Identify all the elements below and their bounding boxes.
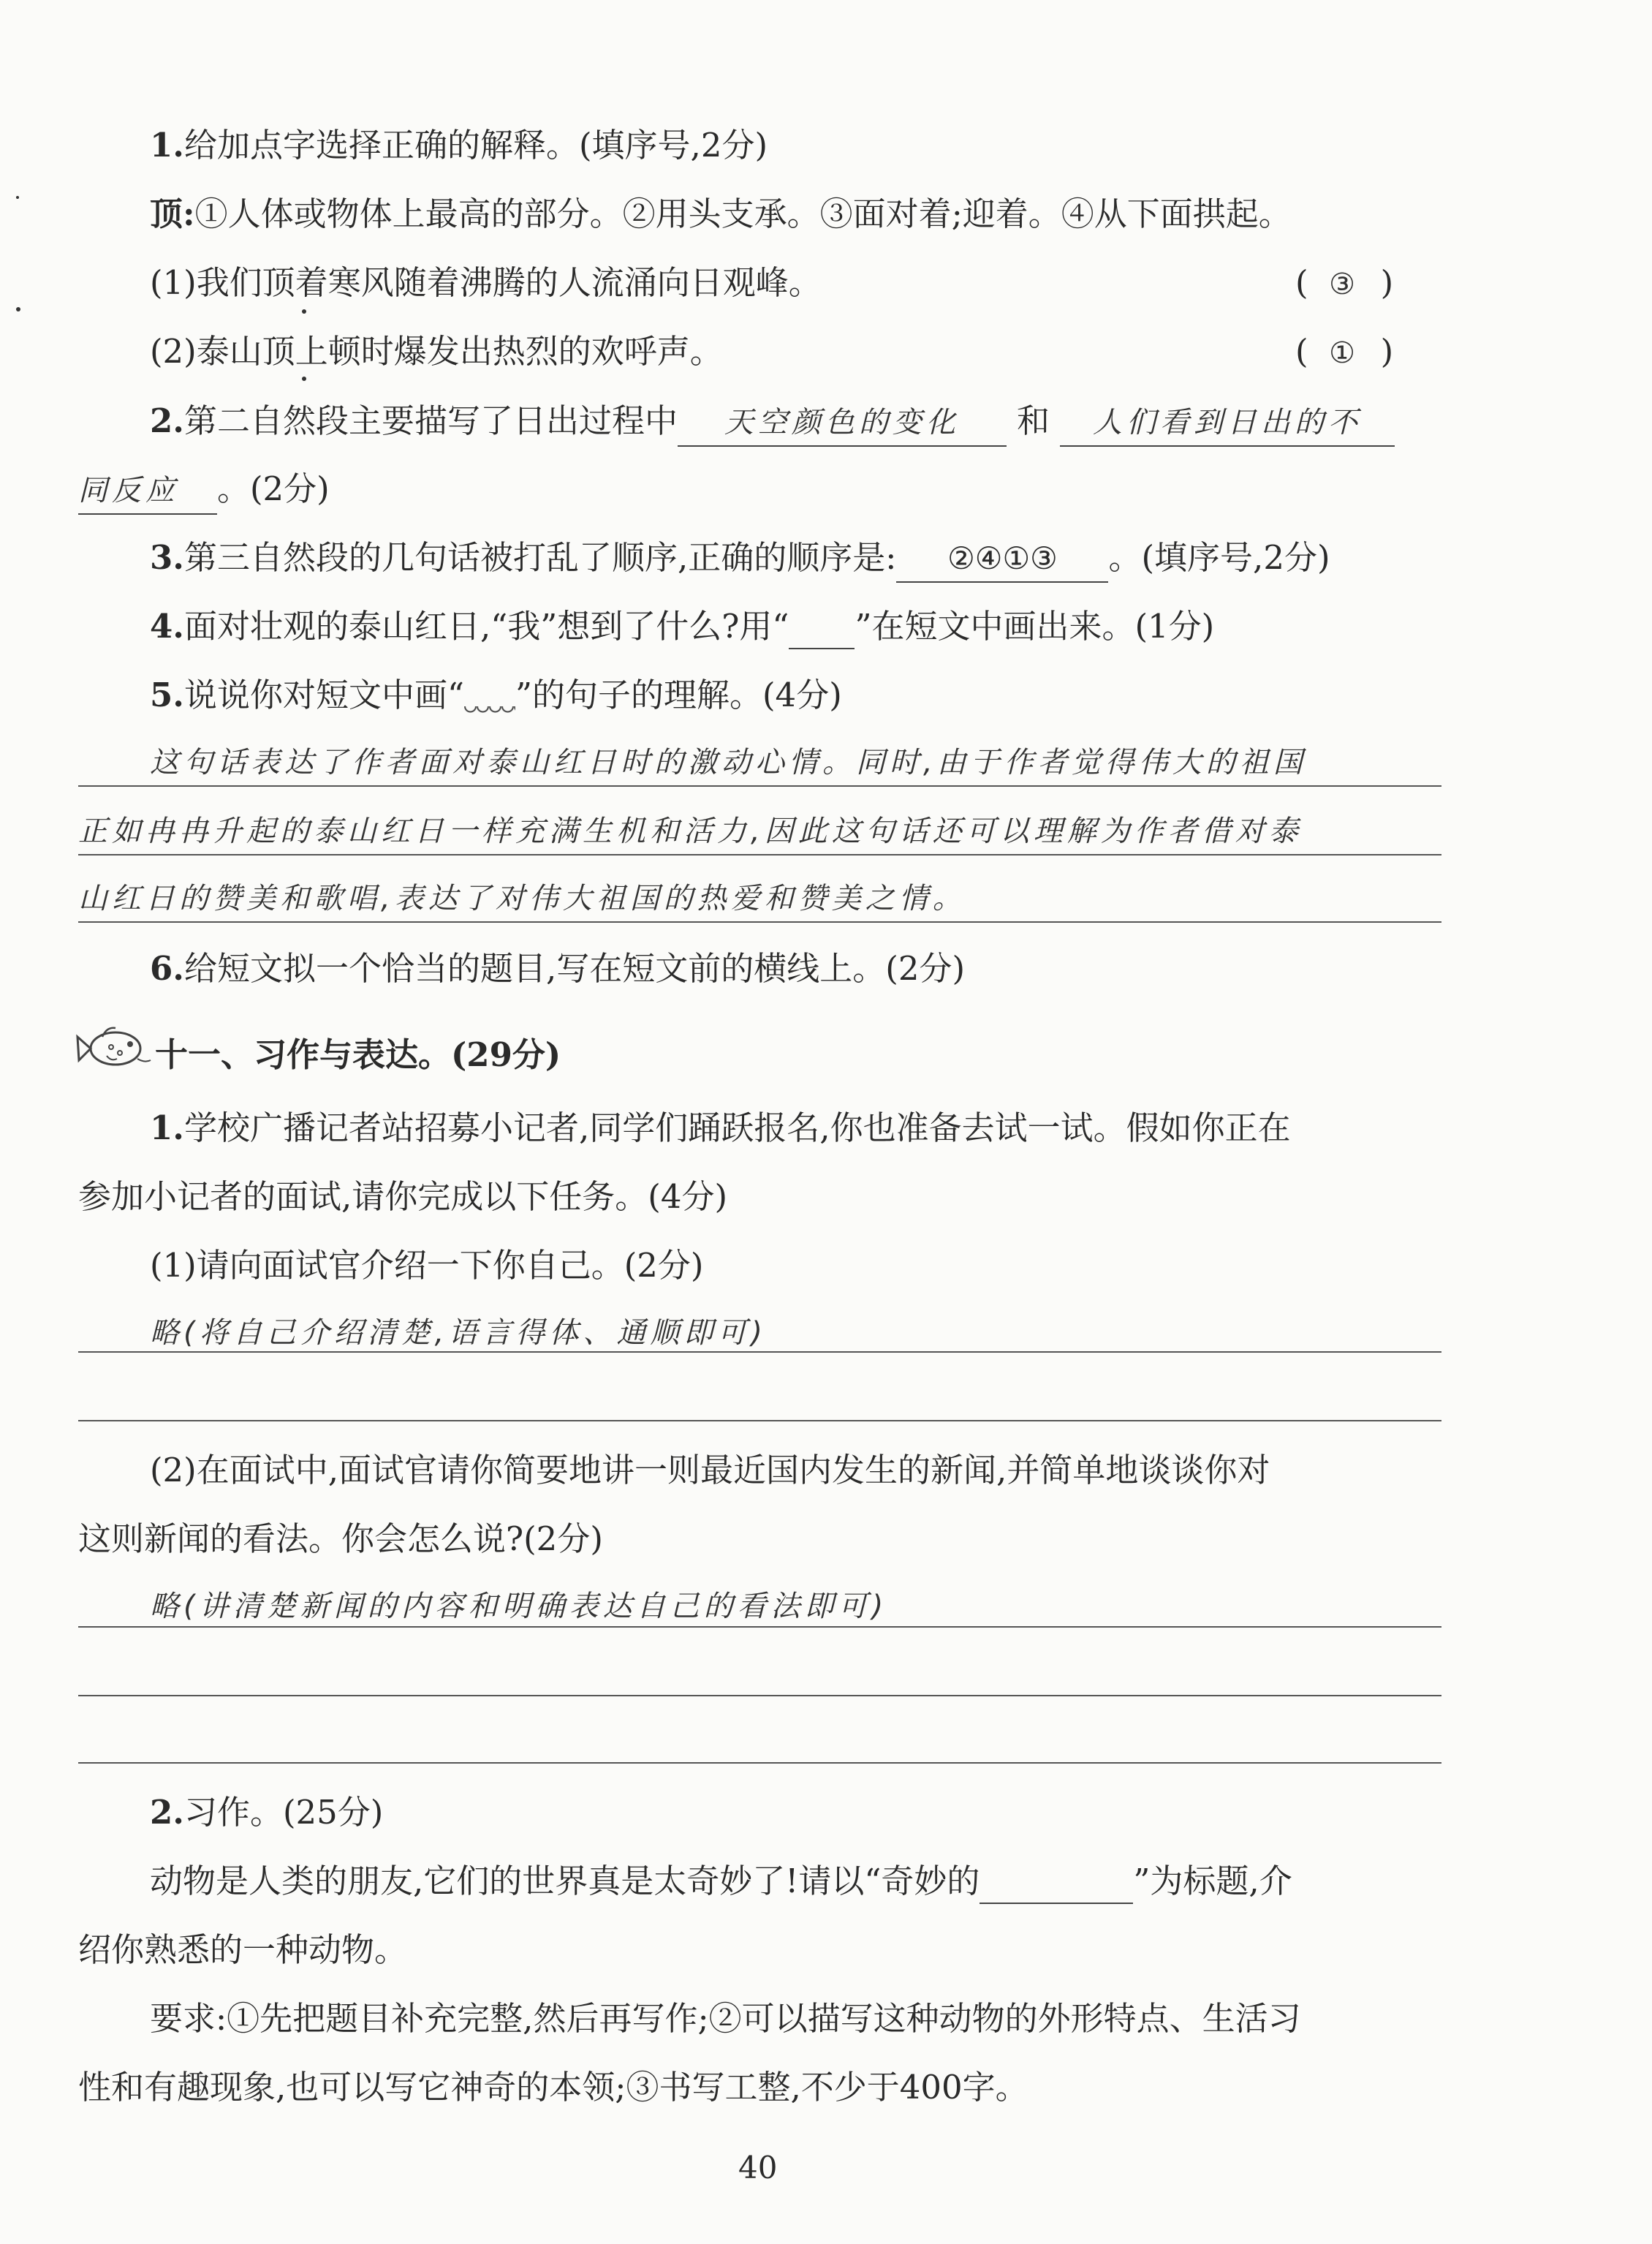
q1-item-2-answer: ( ① ) bbox=[1295, 332, 1394, 371]
q3-text-a: 第三自然段的几句话被打乱了顺序,正确的顺序是: bbox=[183, 538, 897, 577]
s11q1-line-2: 参加小记者的面试,请你完成以下任务。(4分) bbox=[78, 1177, 728, 1216]
q1-def-label: 顶: bbox=[150, 194, 195, 233]
page-number: 40 bbox=[738, 2150, 778, 2186]
q1-answer-2: ① bbox=[1329, 336, 1360, 370]
section-11-title: 十一、习作与表达。(29分) bbox=[155, 1035, 561, 1074]
s11q1-sub-2-answer: 略(讲清楚新闻的内容和明确表达自己的看法即可) bbox=[150, 1590, 888, 1623]
answer-rule bbox=[78, 921, 1441, 923]
q2-text-a: 第二自然段主要描写了日出过程中 bbox=[183, 401, 678, 440]
straight-underline-sample bbox=[789, 619, 855, 649]
s11q2-title-text: 习作。(25分) bbox=[183, 1793, 384, 1832]
q5-text-b: ”的句子的理解。(4分) bbox=[515, 676, 842, 714]
s11q1-sub-2-line-2: 这则新闻的看法。你会怎么说?(2分) bbox=[78, 1519, 603, 1558]
q5-number: 5. bbox=[150, 676, 184, 714]
q2-line-2 bbox=[78, 466, 330, 515]
s11q2-number: 2. bbox=[150, 1793, 184, 1832]
q2-line-1 bbox=[150, 398, 1395, 447]
fish-icon bbox=[73, 1015, 154, 1081]
q1-def-text: ①人体或物体上最高的部分。②用头支承。③面对着;迎着。④从下面拱起。 bbox=[194, 194, 1292, 233]
s11q1-sub-1: (1)请向面试官介绍一下你自己。(2分) bbox=[150, 1246, 704, 1285]
s11q1-line-1 bbox=[150, 1106, 1291, 1151]
q1-title-text: 给加点字选择正确的解释。(填序号,2分) bbox=[183, 126, 768, 165]
q3-text-b: 。(填序号,2分) bbox=[1108, 538, 1330, 577]
s11q2-line-2: 绍你熟悉的一种动物。 bbox=[78, 1930, 408, 1969]
s11q2-text-1a: 动物是人类的朋友,它们的世界真是太奇妙了!请以“奇妙的 bbox=[150, 1862, 980, 1900]
q3-number: 3. bbox=[150, 538, 184, 577]
q2-text-b: 和 bbox=[1017, 401, 1050, 440]
answer-rule bbox=[78, 1420, 1441, 1421]
margin-mark bbox=[16, 196, 19, 199]
q5-answer-line-2: 正如冉冉升起的泰山红日一样充满生机和活力,因此这句话还可以理解为作者借对泰 bbox=[78, 815, 1303, 848]
q6-number: 6. bbox=[150, 949, 184, 988]
q1-title bbox=[150, 123, 768, 168]
q6-text: 给短文拟一个恰当的题目,写在短文前的横线上。(2分) bbox=[183, 949, 966, 988]
s11q1-sub-1-answer: 略(将自己介绍清楚,语言得体、通顺即可) bbox=[150, 1316, 767, 1350]
emphasis-dot bbox=[302, 377, 306, 381]
answer-rule bbox=[78, 1695, 1441, 1696]
title-blank bbox=[980, 1870, 1133, 1904]
q1-definition bbox=[150, 192, 1292, 237]
answer-rule bbox=[78, 854, 1441, 855]
q5 bbox=[150, 673, 842, 718]
q1-item-2: (2)泰山顶上顿时爆发出热烈的欢呼声。 bbox=[150, 332, 723, 371]
s11q2-title bbox=[150, 1790, 383, 1835]
q4-number: 4. bbox=[150, 607, 184, 646]
q5-answer-line-1: 这句话表达了作者面对泰山红日时的激动心情。同时,由于作者觉得伟大的祖国 bbox=[150, 746, 1307, 779]
s11q1-text-1: 学校广播记者站招募小记者,同学们踊跃报名,你也准备去试一试。假如你正在 bbox=[183, 1108, 1291, 1147]
q2-answer-b1: 人们看到日出的不 bbox=[1060, 400, 1395, 447]
q1-item-1: (1)我们顶着寒风随着沸腾的人流涌向日观峰。 bbox=[150, 263, 822, 302]
s11q2-text-1b: ”为标题,介 bbox=[1133, 1862, 1292, 1900]
q3-answer: ②④①③ bbox=[896, 536, 1108, 583]
answer-rule bbox=[78, 1762, 1441, 1764]
s11q1-sub-2-line-1: (2)在面试中,面试官请你简要地讲一则最近国内发生的新闻,并简单地谈谈你对 bbox=[150, 1451, 1270, 1489]
answer-rule bbox=[78, 1626, 1441, 1628]
answer-rule bbox=[78, 785, 1441, 787]
q4-text-b: ”在短文中画出来。(1分) bbox=[855, 607, 1215, 646]
q5-answer-line-3: 山红日的赞美和歌唱,表达了对伟大祖国的热爱和赞美之情。 bbox=[78, 882, 966, 915]
s11q2-requirement-1: 要求:①先把题目补充完整,然后再写作;②可以描写这种动物的外形特点、生活习 bbox=[150, 1999, 1301, 2038]
wavy-underline-sample bbox=[464, 706, 515, 718]
q4 bbox=[150, 604, 1214, 649]
q3 bbox=[150, 535, 1330, 583]
s11q1-number: 1. bbox=[150, 1108, 184, 1147]
s11q2-line-1 bbox=[150, 1859, 1292, 1904]
q6 bbox=[150, 946, 965, 991]
q1-answer-1: ③ bbox=[1329, 268, 1360, 301]
emphasis-dot bbox=[302, 309, 306, 314]
q5-text-a: 说说你对短文中画“ bbox=[183, 676, 464, 714]
s11q2-requirement-2: 性和有趣现象,也可以写它神奇的本领;③书写工整,不少于400字。 bbox=[78, 2068, 1028, 2107]
q2-answer-b2: 同反应 bbox=[78, 468, 217, 515]
q2-text-c: 。(2分) bbox=[217, 469, 330, 508]
q4-text-a: 面对壮观的泰山红日,“我”想到了什么?用“ bbox=[183, 607, 789, 646]
q1-item-1-answer: ( ③ ) bbox=[1295, 263, 1394, 302]
q2-answer-a: 天空颜色的变化 bbox=[678, 400, 1007, 447]
answer-rule bbox=[78, 1351, 1441, 1353]
q1-number: 1. bbox=[150, 126, 184, 165]
q2-number: 2. bbox=[150, 401, 184, 440]
margin-mark bbox=[16, 307, 20, 311]
